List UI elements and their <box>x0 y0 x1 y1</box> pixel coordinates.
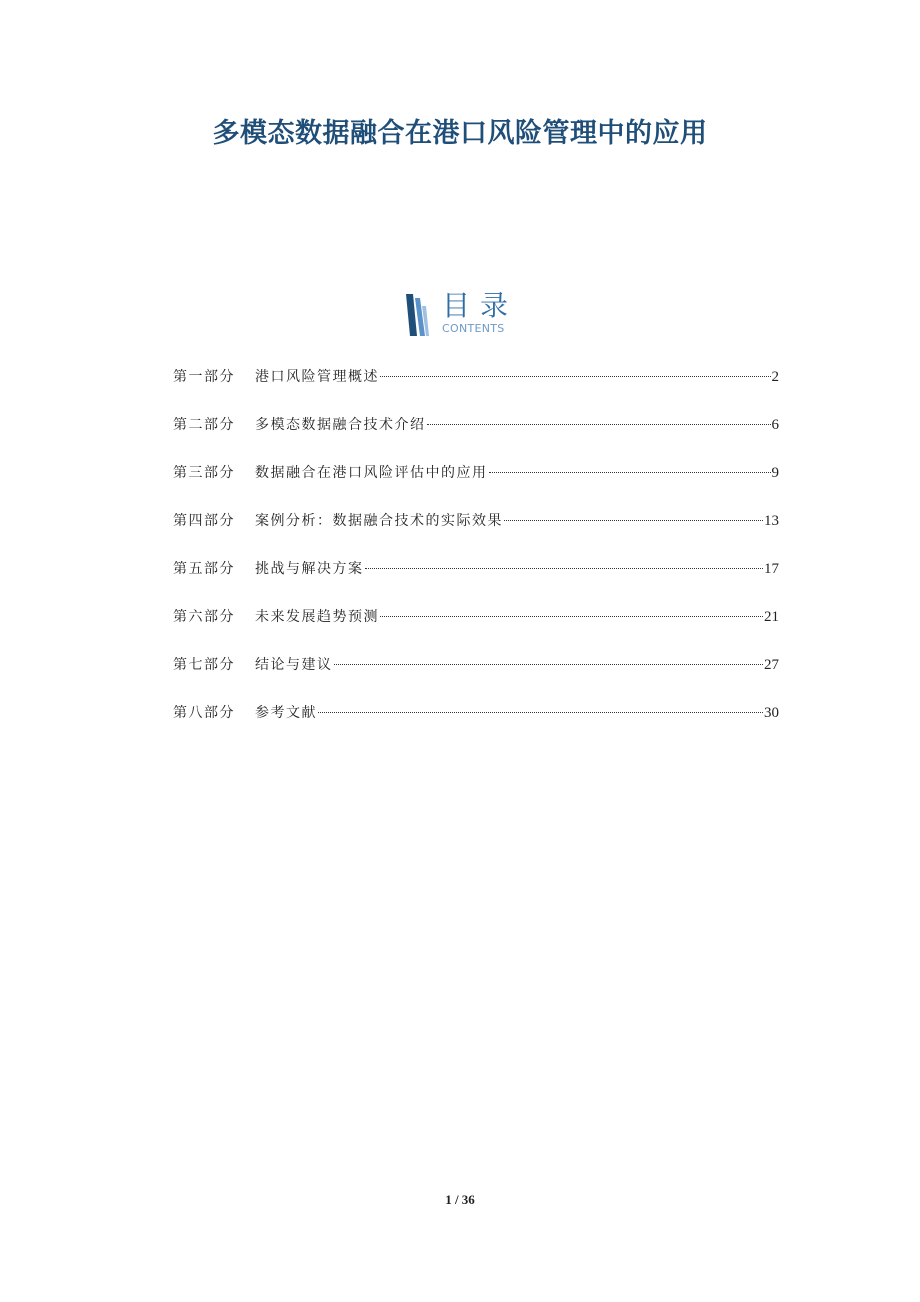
toc-dot-leader <box>489 471 771 473</box>
toc-dot-leader <box>334 663 764 665</box>
toc-item[interactable] <box>173 414 779 462</box>
toc-item-page: 30 <box>764 705 779 721</box>
toc-item-part: 第六部分 <box>173 609 235 625</box>
toc-item-title[interactable]: 港口风险管理概述 <box>255 369 379 385</box>
toc-subheading: CONTENTS <box>442 322 505 335</box>
toc-item-part: 第二部分 <box>173 417 235 433</box>
toc-dot-leader <box>504 519 763 521</box>
toc-item-page: 21 <box>764 609 779 625</box>
toc-item-page: 17 <box>764 561 779 577</box>
toc-item-part: 第一部分 <box>173 369 235 385</box>
toc-item[interactable] <box>173 558 779 606</box>
toc-item[interactable] <box>173 654 779 702</box>
toc-list <box>173 366 779 750</box>
toc-dot-leader <box>427 423 771 425</box>
toc-item-title[interactable]: 案例分析：数据融合技术的实际效果 <box>255 513 503 529</box>
toc-item-part: 第四部分 <box>173 513 235 529</box>
toc-item-title[interactable]: 结论与建议 <box>255 657 333 673</box>
toc-item-page: 27 <box>764 657 779 673</box>
toc-heading: 目录 <box>442 289 519 322</box>
page-number: 1 / 36 <box>445 1192 475 1207</box>
toc-item-page: 2 <box>771 369 779 385</box>
toc-item-part: 第五部分 <box>173 561 235 577</box>
toc-item-title[interactable]: 参考文献 <box>255 705 317 721</box>
toc-item-part: 第八部分 <box>173 705 235 721</box>
toc-item[interactable] <box>173 606 779 654</box>
toc-item-title[interactable]: 多模态数据融合技术介绍 <box>255 417 426 433</box>
toc-dot-leader <box>318 711 763 713</box>
toc-item-title[interactable]: 挑战与解决方案 <box>255 561 364 577</box>
toc-header <box>404 290 534 340</box>
toc-item[interactable] <box>173 366 779 414</box>
document-title: 多模态数据融合在港口风险管理中的应用 <box>212 118 708 149</box>
toc-dot-leader <box>380 375 771 377</box>
toc-dot-leader <box>365 567 764 569</box>
toc-item-part: 第七部分 <box>173 657 235 673</box>
toc-item[interactable] <box>173 510 779 558</box>
toc-item[interactable] <box>173 702 779 750</box>
toc-item-page: 6 <box>771 417 779 433</box>
toc-item[interactable] <box>173 462 779 510</box>
contents-logo-icon <box>404 292 430 338</box>
toc-item-page: 13 <box>764 513 779 529</box>
toc-item-title[interactable]: 未来发展趋势预测 <box>255 609 379 625</box>
toc-item-page: 9 <box>771 465 779 481</box>
toc-dot-leader <box>380 615 763 617</box>
toc-item-title[interactable]: 数据融合在港口风险评估中的应用 <box>255 465 488 481</box>
toc-item-part: 第三部分 <box>173 465 235 481</box>
